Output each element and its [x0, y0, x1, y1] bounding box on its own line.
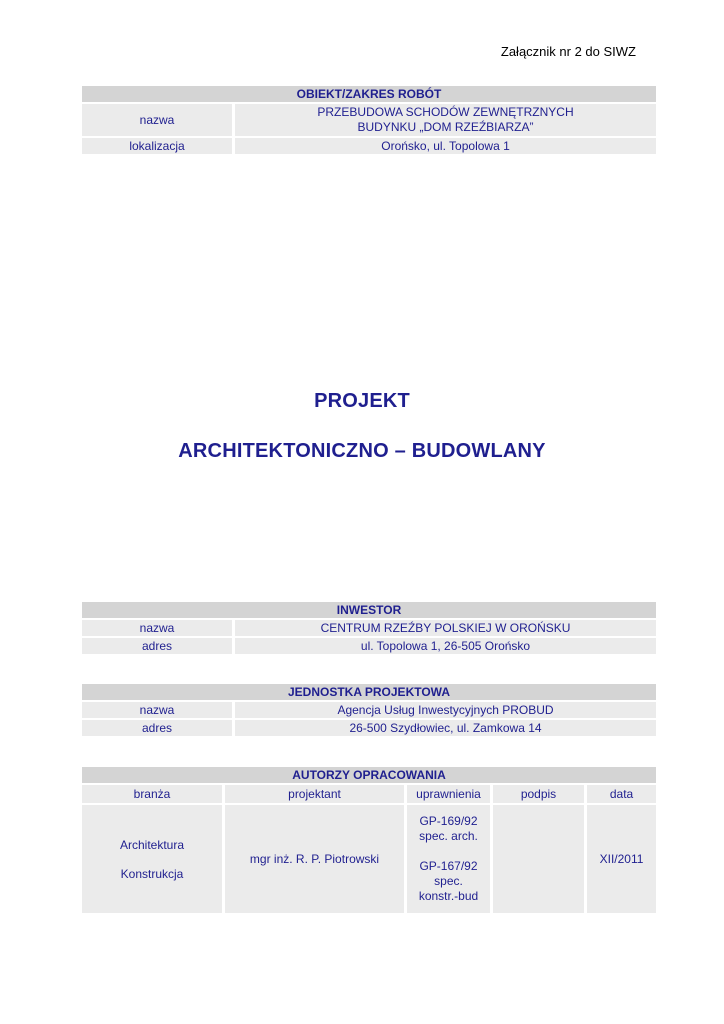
- object-name-label: nazwa: [82, 104, 235, 136]
- design-unit-address-value: 26-500 Szydłowiec, ul. Zamkowa 14: [235, 720, 656, 736]
- license-2-spec: spec.: [434, 874, 463, 888]
- investor-address-label: adres: [82, 638, 235, 654]
- column-header-signature: podpis: [493, 785, 587, 803]
- authors-header: AUTORZY OPRACOWANIA: [82, 767, 656, 783]
- license-2-spec-detail: konstr.-bud: [418, 889, 479, 903]
- object-name-line2: BUDYNKU „DOM RZEŹBIARZA”: [357, 120, 534, 134]
- object-name-value: [235, 104, 656, 136]
- license-cell: [407, 805, 493, 913]
- investor-header: INWESTOR: [82, 602, 656, 618]
- object-name-line1: PRZEBUDOWA SCHODÓW ZEWNĘTRZNYCH: [317, 105, 574, 119]
- investor-table: [82, 602, 656, 654]
- design-unit-address-label: adres: [82, 720, 235, 736]
- object-table: [82, 86, 656, 154]
- design-unit-table: [82, 684, 656, 736]
- object-header: OBIEKT/ZAKRES ROBÓT: [82, 86, 656, 102]
- object-location-value: Orońsko, ul. Topolowa 1: [235, 138, 656, 154]
- design-unit-name-value: Agencja Usług Inwestycyjnych PROBUD: [235, 702, 656, 718]
- investor-address-value: ul. Topolowa 1, 26-505 Orońsko: [235, 638, 656, 654]
- date-cell: XII/2011: [587, 805, 656, 913]
- branch-cell: [82, 805, 225, 913]
- column-header-date: data: [587, 785, 656, 803]
- design-unit-header: JEDNOSTKA PROJEKTOWA: [82, 684, 656, 700]
- branch-construction: Konstrukcja: [120, 866, 184, 881]
- branch-architecture: Architektura: [119, 837, 185, 852]
- attachment-note: Załącznik nr 2 do SIWZ: [500, 44, 636, 59]
- license-1-number: GP-169/92: [419, 814, 478, 828]
- design-unit-name-label: nazwa: [82, 702, 235, 718]
- column-header-designer: projektant: [225, 785, 407, 803]
- investor-name-label: nazwa: [82, 620, 235, 636]
- signature-cell: [493, 805, 587, 913]
- object-location-label: lokalizacja: [82, 138, 235, 154]
- authors-table: [82, 767, 656, 913]
- column-header-license: uprawnienia: [407, 785, 493, 803]
- investor-name-value: CENTRUM RZEŹBY POLSKIEJ W OROŃSKU: [235, 620, 656, 636]
- column-header-branch: branża: [82, 785, 225, 803]
- license-1-spec: spec. arch.: [419, 829, 478, 843]
- designer-cell: mgr inż. R. P. Piotrowski: [225, 805, 407, 913]
- title-line1: PROJEKT: [314, 390, 410, 412]
- title-line2: ARCHITEKTONICZNO – BUDOWLANY: [178, 440, 546, 462]
- license-2-number: GP-167/92: [419, 859, 478, 873]
